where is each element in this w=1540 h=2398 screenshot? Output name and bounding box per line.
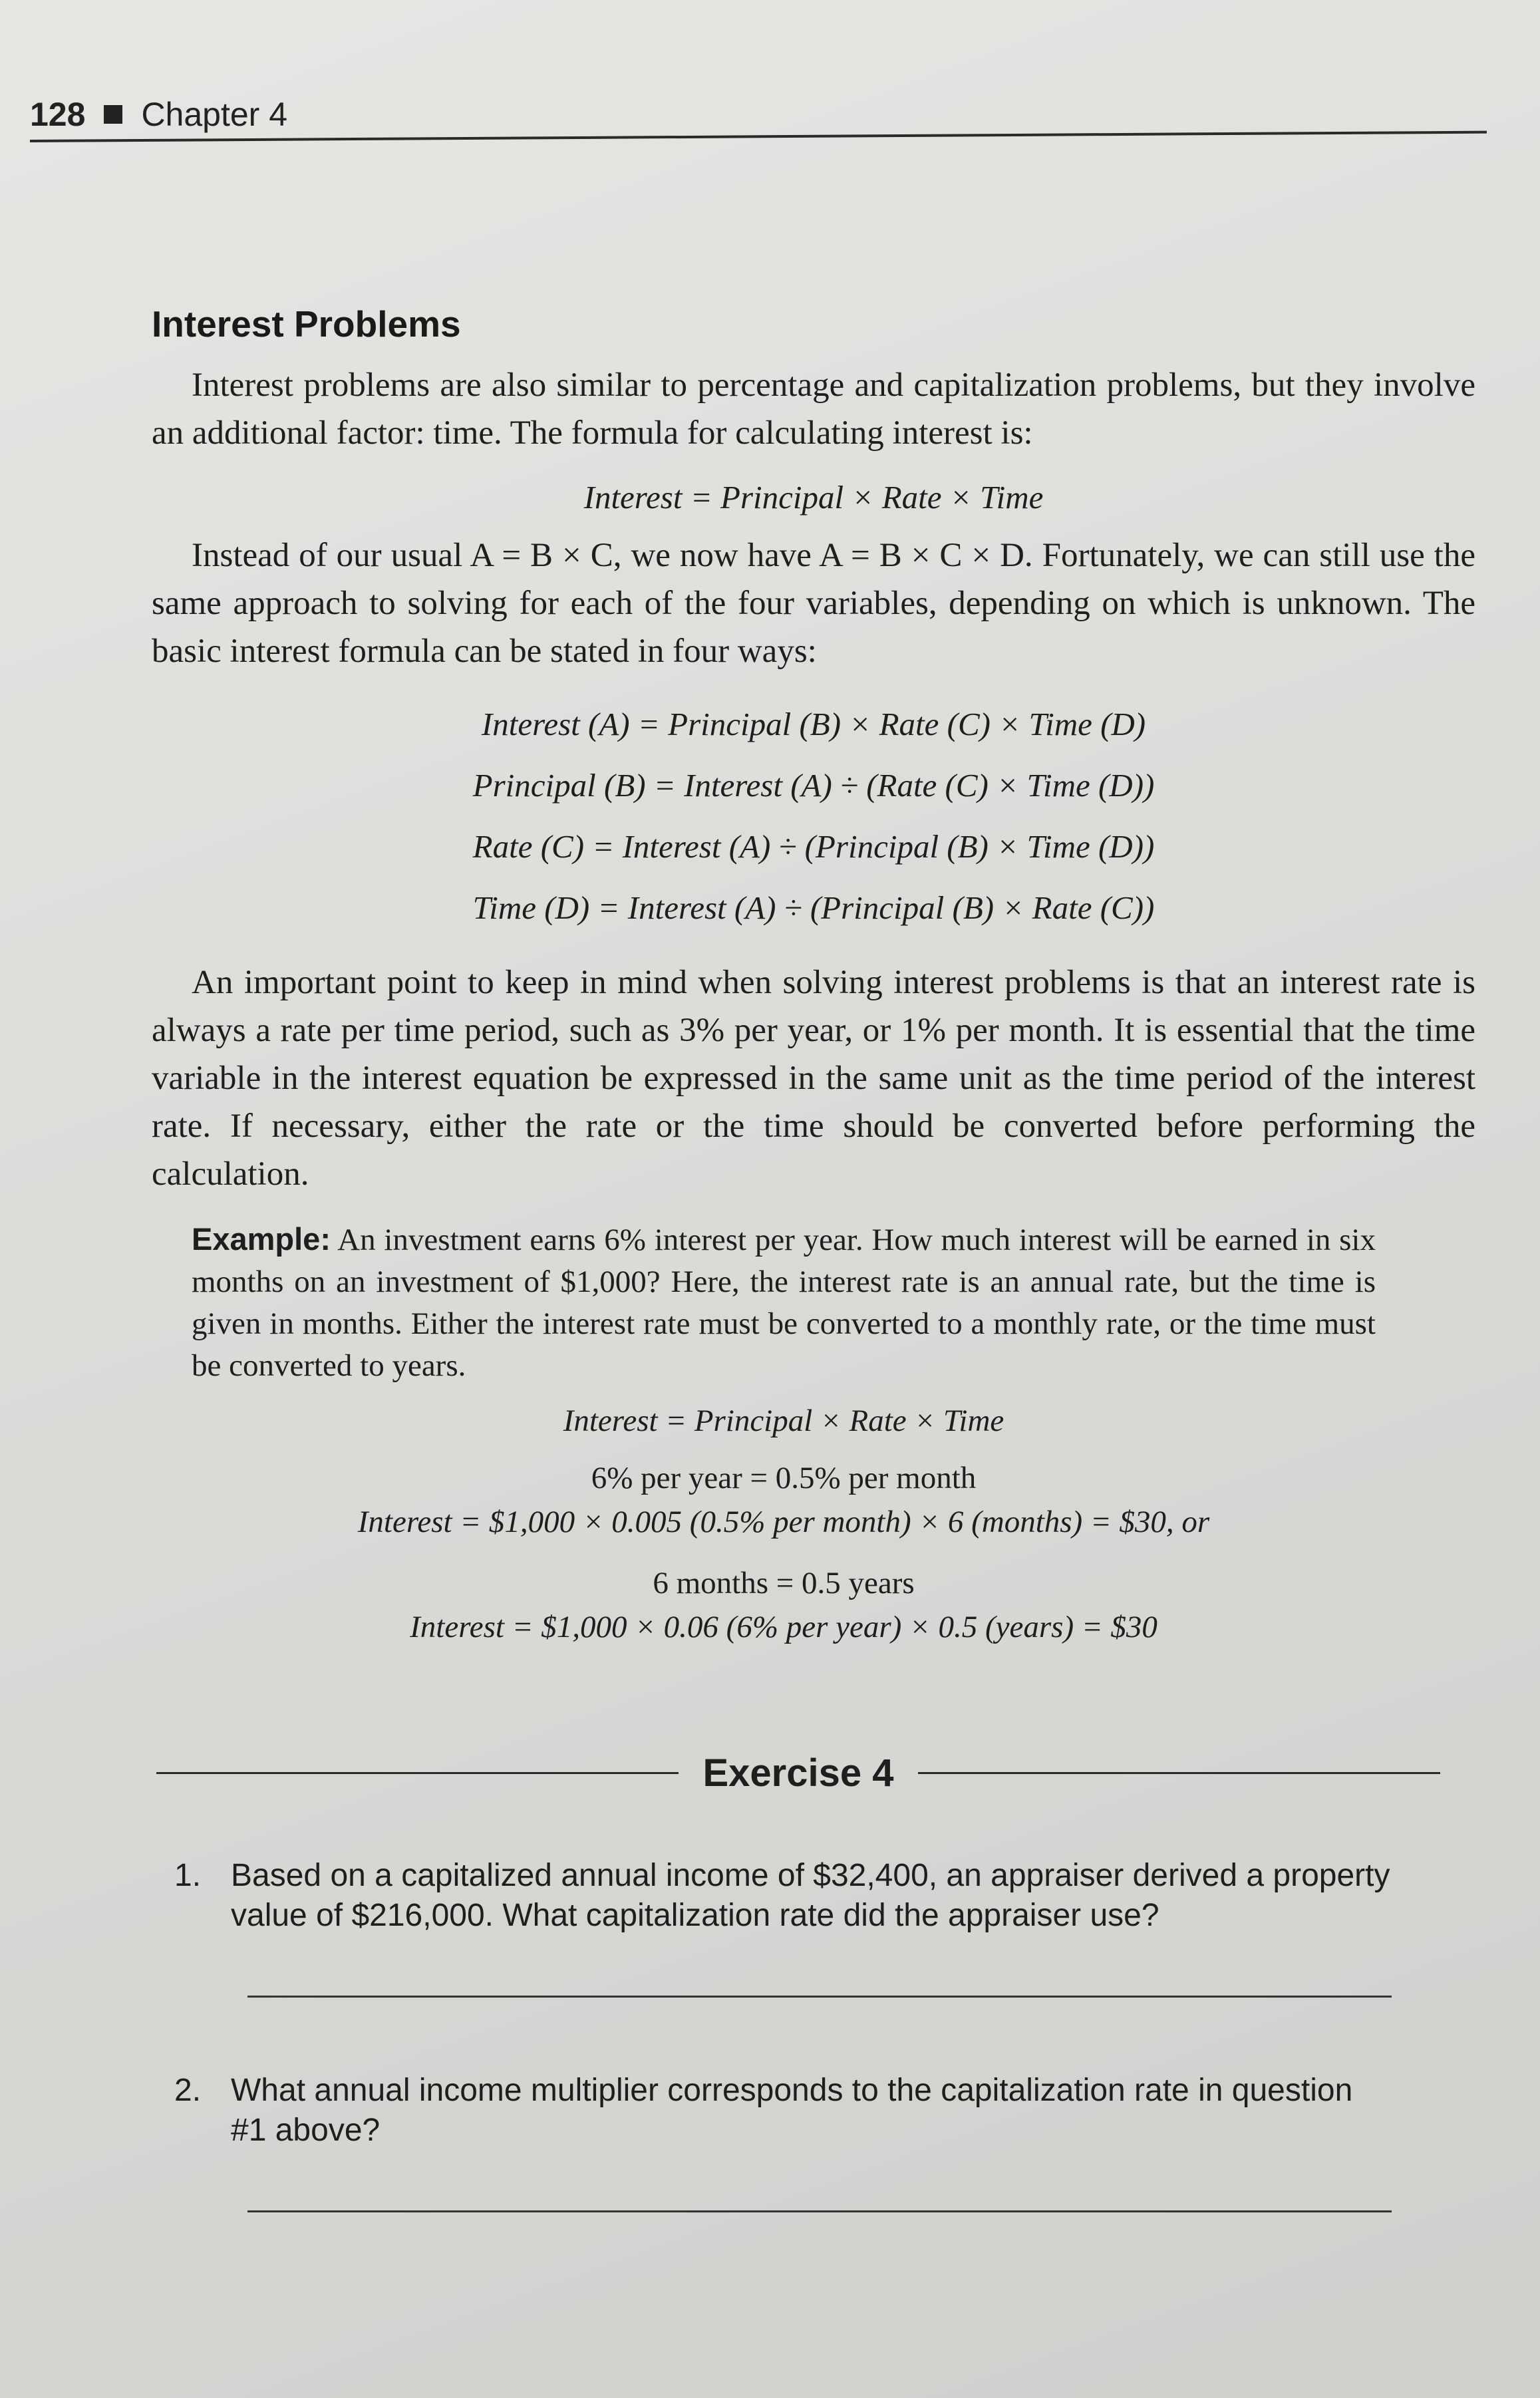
- question-1: [174, 1856, 1392, 1936]
- formula-interest: Interest (A) = Principal (B) × Rate (C) × Time (D): [481, 706, 1146, 742]
- example-calculation: [192, 1399, 1376, 1649]
- variables-paragraph: Instead of our usual A = B × C, we now have A = B × C × D. Fortunately, we can still use the same approach to solving for each of the four variables, depending on which is unknown. The basic interest formula can be stated in four ways:: [152, 537, 1475, 670]
- example-text: An investment earns 6% interest per year. How much interest will be earned in six months on an investment of $1,000? Here, the interest rate is an annual rate, but the time is given in months. Either the interest rate must be converted to a monthly rate, or the time must be converted to years.: [192, 1223, 1376, 1383]
- square-bullet-icon: [104, 105, 122, 124]
- exercise-rule-right: [918, 1772, 1440, 1774]
- question-number: 1.: [174, 1858, 202, 1893]
- rate-period-paragraph: An important point to keep in mind when solving interest problems is that an interest rate is always a rate per time period, such as 3% per year, or 1% per month. It is essential that the time variable in the interest equation be expressed in the same unit as the time period of the interest rate. If necessary, either the rate or the time should be converted before performing the calculation.: [152, 964, 1475, 1193]
- conversion-years: 6 months = 0.5 years: [653, 1566, 915, 1600]
- chapter-label: Chapter 4: [141, 96, 288, 133]
- question-text: What annual income multiplier corresponds to the capitalization rate in question #1 above?: [231, 2073, 1353, 2148]
- section-title: Interest Problems: [152, 303, 461, 345]
- exercise-title: Exercise 4: [702, 1751, 894, 1795]
- main-formula: Interest = Principal × Rate × Time: [583, 479, 1044, 516]
- answer-line-2[interactable]: [247, 2210, 1392, 2212]
- example-label: Example:: [192, 1221, 331, 1257]
- question-text: Based on a capitalized annual income of $32,400, an appraiser derived a property value of $216,000. What capitalization rate did the appraiser use?: [231, 1858, 1390, 1933]
- example-formula: Interest = Principal × Rate × Time: [563, 1404, 1004, 1438]
- answer-line-1[interactable]: [247, 1996, 1392, 1998]
- question-number: 2.: [174, 2073, 202, 2108]
- calc-years: Interest = $1,000 × 0.06 (6% per year) × 0.5 (years) = $30: [410, 1610, 1157, 1644]
- exercise-questions: [174, 1856, 1392, 2212]
- formula-rate: Rate (C) = Interest (A) ÷ (Principal (B) × Time (D)): [472, 828, 1155, 865]
- example-block: [192, 1218, 1376, 1649]
- conversion-monthly: 6% per year = 0.5% per month: [591, 1461, 977, 1495]
- page-number: 128: [30, 96, 86, 133]
- formula-list: [152, 694, 1475, 939]
- main-content: [152, 303, 1475, 1649]
- intro-paragraph: Interest problems are also similar to percentage and capitalization problems, but they involve an additional factor: time. The formula for calculating interest is:: [152, 367, 1475, 452]
- exercise-heading: [156, 1743, 1440, 1803]
- question-2: [174, 2071, 1392, 2151]
- formula-time: Time (D) = Interest (A) ÷ (Principal (B) × Rate (C)): [472, 889, 1155, 926]
- calc-monthly: Interest = $1,000 × 0.005 (0.5% per month) × 6 (months) = $30, or: [357, 1505, 1210, 1539]
- formula-principal: Principal (B) = Interest (A) ÷ (Rate (C) × Time (D)): [472, 767, 1155, 804]
- exercise-rule-left: [156, 1772, 679, 1774]
